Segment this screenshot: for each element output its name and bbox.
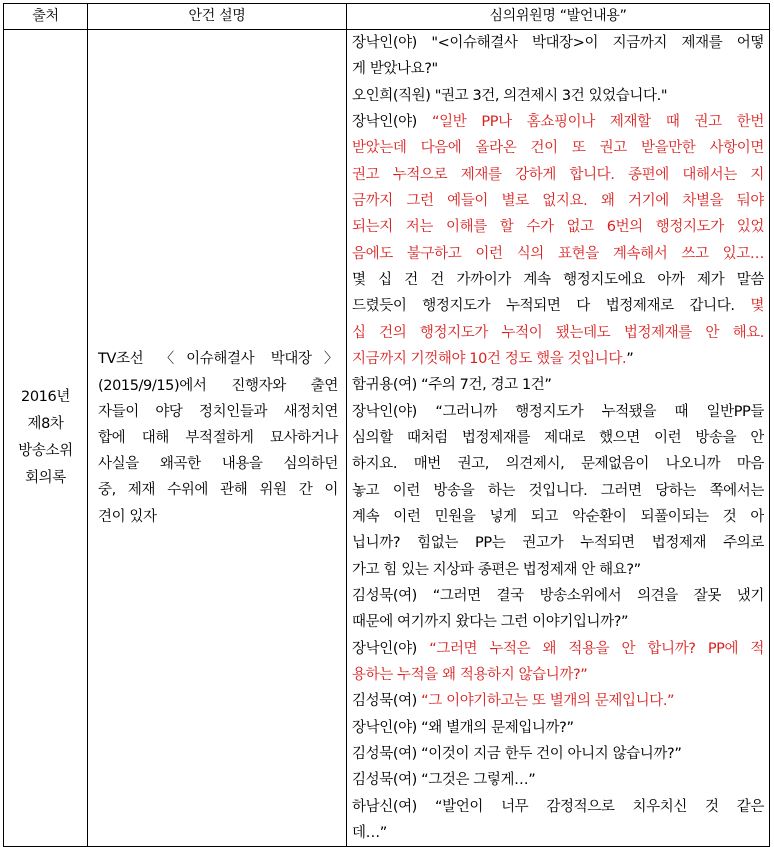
statement-text: 장낙인(야)	[352, 113, 433, 130]
source-cell	[4, 30, 88, 847]
statement-text: 장낙인(야)	[352, 640, 430, 657]
statement-line	[352, 56, 764, 82]
item-line: 사실을 왜곡한 내용을 심의하던	[98, 456, 338, 473]
statement-line	[352, 346, 764, 372]
item-description-cell	[88, 30, 347, 847]
emphasized-text: 음에도 불구하고 이런 식의 표현을 계속해서 쓰고 있고…	[352, 245, 764, 262]
statement-text: 김성묵(여)	[352, 693, 422, 710]
statement-line	[352, 30, 764, 56]
statement-text: 심의할 때처럼 법정제재를 제대로 했으면 이런 방송을 안	[352, 429, 764, 446]
statement-text: 놓고 이런 방송을 하는 것입니다. 그러면 당하는 쪽에서는	[352, 482, 764, 499]
header-item: 안건 설명	[88, 4, 347, 30]
statement-text: 장낙인(야) "<이슈해결사 박대장>이 지금까지 제재를 어떻	[352, 35, 764, 51]
emphasized-text: 용하는 누적을 왜 적용하지 않습니까?”	[352, 666, 588, 683]
item-line: 자들이 야당 정치인들과 새정치연	[98, 403, 338, 420]
statement-line	[352, 241, 764, 267]
emphasized-text: 금까지 그런 예들이 별로 없지요. 왜 거기에 차별을 둬야	[352, 192, 764, 209]
emphasized-text: “그 이야기하고는 또 별개의 문제입니다.”	[421, 693, 675, 710]
header-row	[4, 4, 770, 30]
statement-line	[352, 557, 764, 583]
statement-text: 장낙인(야) “그러니까 행정지도가 누적됐을 때 일반PP들	[352, 403, 764, 420]
statement-line	[352, 662, 764, 688]
statement-line	[352, 741, 764, 767]
statement-line	[352, 715, 764, 741]
statement-line	[352, 820, 764, 846]
emphasized-text: “일반 PP나 홈쇼핑이나 제재할 때 권고 한번	[432, 113, 764, 130]
emphasized-text: 권고 누적으로 제재를 강하게 합니다. 종편에 대해서는 지	[352, 166, 764, 183]
statement-text: 함귀용(여) “주의 7건, 경고 1건”	[352, 377, 552, 394]
statement-line	[352, 636, 764, 662]
statement-text: 데…”	[352, 824, 387, 841]
statement-line	[352, 425, 764, 451]
statement-text: 장낙인(야) “왜 별개의 문제입니까?”	[352, 719, 574, 736]
statement-line	[352, 267, 764, 293]
statements-cell	[347, 30, 770, 847]
statement-line	[352, 794, 764, 820]
header-talk: 심의위원명 “발언내용”	[347, 4, 770, 30]
emphasized-text: 십 건의 행정지도가 누적이 됐는데도 법정제재를 안 해요.	[352, 324, 764, 341]
statement-text: 하남신(여) “발언이 너무 감정적으로 치우치신 것 같은	[352, 798, 764, 815]
emphasized-text: “그러면 누적은 왜 적용을 안 합니까? PP에 적	[429, 640, 764, 657]
item-line: 합에 대해 부적절하게 묘사하거나	[98, 429, 338, 446]
statement-line	[352, 372, 764, 398]
item-line: (2015/9/15)에서 진행자와 출연	[98, 377, 338, 394]
emphasized-text: 되는지 저는 이해를 할 수가 없고 6번의 행정지도가 있었	[352, 219, 764, 236]
statement-text: 닙니까? 힘없는 PP는 권고가 누적되면 법정제재 주의로	[352, 535, 764, 552]
statement-line	[352, 767, 764, 793]
header-source: 출처	[4, 4, 88, 30]
emphasized-text: 지금까지 기껏해야 10건 정도 했을 것입니다.	[352, 350, 627, 367]
source-line: 방송소위	[18, 443, 73, 460]
statement-line	[352, 688, 764, 714]
statement-line	[352, 293, 764, 319]
item-line: TV조선 〈이슈해결사 박대장〉	[98, 351, 338, 368]
source-line: 회의록	[25, 470, 66, 487]
item-line: 견이 있자	[98, 508, 157, 525]
statement-line	[352, 583, 764, 609]
statement-text: 가고 힘 있는 지상파 종편은 법정제재 안 해요?”	[352, 561, 641, 578]
transcript-table	[3, 3, 770, 847]
statement-text: 계속 이런 민원을 넣게 되고 악순환이 되풀이되는 것 아	[352, 508, 764, 525]
statement-text: 몇 십 건 건 가까이가 계속 행정지도에요 아까 제가 말씀	[352, 271, 764, 288]
source-line: 2016년	[21, 389, 70, 406]
statement-line	[352, 399, 764, 425]
statement-text: 하지요. 매번 권고, 의견제시, 문제없음이 나오니까 마음	[352, 456, 764, 473]
statement-line	[352, 478, 764, 504]
statement-text: 때문에 여기까지 왔다는 그런 이야기입니까?”	[352, 614, 629, 631]
statement-text: 김성묵(여) “이것이 지금 한두 건이 아니지 않습니까?”	[352, 745, 682, 762]
statement-line	[352, 83, 764, 109]
statement-line	[352, 214, 764, 240]
statement-text: 드렸듯이 행정지도가 누적되면 다 법정제재로 갑니다.	[352, 298, 751, 315]
statement-text: 김성묵(여) “그러면 결국 방송소위에서 의견을 잘못 냈기	[352, 587, 764, 604]
statement-line	[352, 109, 764, 135]
statement-text: 게 받았나요?"	[352, 61, 438, 78]
statement-line	[352, 451, 764, 477]
statement-line	[352, 188, 764, 214]
statement-line	[352, 135, 764, 161]
item-line: 중, 제재 수위에 관해 위원 간 이	[98, 482, 338, 499]
statement-line	[352, 162, 764, 188]
source-line: 제8차	[27, 416, 64, 433]
statement-line	[352, 530, 764, 556]
statement-line	[352, 320, 764, 346]
emphasized-text: 몇	[750, 298, 764, 315]
body-row	[4, 30, 770, 847]
statement-text: ”	[626, 350, 634, 367]
statement-text: 김성묵(여) “그것은 그렇게…”	[352, 772, 536, 789]
statement-text: 오인희(직원) "권고 3건, 의견제시 3건 있었습니다."	[352, 87, 668, 104]
statement-line	[352, 504, 764, 530]
emphasized-text: 받았는데 다음에 올라온 건이 또 권고 받을만한 사항이면	[352, 140, 764, 157]
statement-line	[352, 609, 764, 635]
